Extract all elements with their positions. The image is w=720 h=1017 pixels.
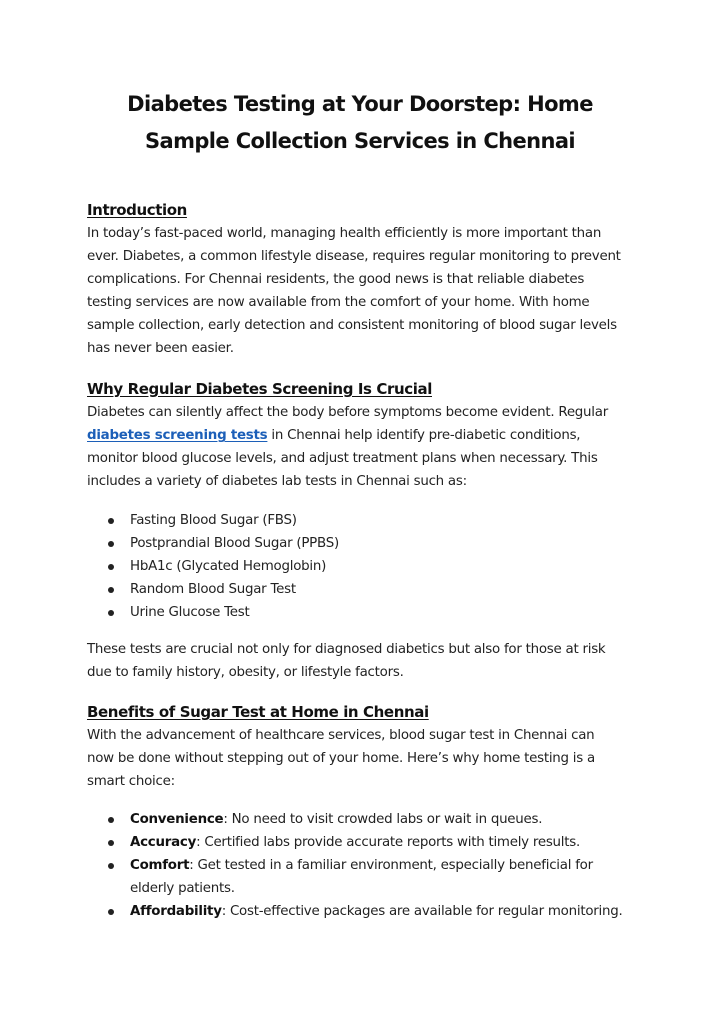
benefits-section [87, 700, 647, 793]
bullet-icon [108, 518, 114, 524]
benefit-text-continued: elderly patients. [130, 881, 235, 897]
intro-section [87, 198, 647, 361]
benefit-text: : Certified labs provide accurate reports with timely results. [196, 835, 580, 851]
benefit-term: Affordability [130, 904, 222, 920]
list-item-text: Urine Glucose Test [130, 605, 250, 621]
list-item [87, 601, 647, 624]
why-line: in Chennai help identify pre-diabetic conditions, [267, 428, 581, 444]
bullet-icon [108, 564, 114, 570]
list-item [87, 555, 647, 578]
list-item [87, 831, 647, 854]
intro-paragraph [87, 222, 647, 361]
intro-heading: Introduction [87, 201, 187, 219]
benefits-paragraph [87, 724, 647, 793]
why-after-line: due to family history, obesity, or lifestyle factors. [87, 665, 404, 681]
bullet-icon [108, 610, 114, 616]
why-after-section [87, 638, 647, 684]
list-item-text: HbA1c (Glycated Hemoglobin) [130, 559, 327, 575]
bullet-icon [108, 840, 114, 846]
title-line-2: Sample Collection Services in Chennai [144, 129, 576, 153]
why-section [87, 377, 647, 493]
why-line: Diabetes can silently affect the body before symptoms become evident. Regular [87, 405, 608, 420]
list-item [87, 854, 647, 900]
diabetes-screening-tests-link[interactable]: diabetes screening tests [87, 428, 268, 444]
bullet-icon [108, 817, 114, 823]
list-item [87, 532, 647, 555]
benefits-line: smart choice: [87, 774, 175, 790]
bullet-icon [108, 909, 114, 915]
why-heading: Why Regular Diabetes Screening Is Crucial [87, 380, 432, 398]
why-line: includes a variety of diabetes lab tests in Chennai such as: [87, 474, 467, 490]
bullet-icon [108, 863, 114, 869]
page-title [60, 86, 660, 160]
list-item [87, 900, 647, 923]
intro-line: complications. For Chennai residents, the good news is that reliable diabetes [87, 272, 585, 288]
benefit-text: : Cost-effective packages are available for regular monitoring. [221, 904, 623, 920]
benefit-term: Accuracy [130, 835, 197, 851]
benefits-list [87, 808, 647, 923]
benefit-term: Convenience [130, 812, 224, 827]
list-item-text: Postprandial Blood Sugar (PPBS) [130, 536, 339, 552]
tests-list [87, 509, 647, 624]
why-after-paragraph [87, 638, 647, 684]
benefits-heading: Benefits of Sugar Test at Home in Chennai [87, 703, 429, 721]
intro-line: ever. Diabetes, a common lifestyle disease, requires regular monitoring to prevent [87, 249, 621, 265]
why-after-line: These tests are crucial not only for diagnosed diabetics but also for those at risk [87, 642, 606, 657]
intro-line: has never been easier. [87, 341, 234, 357]
intro-line: In today’s fast-paced world, managing health efficiently is more important than [87, 226, 602, 241]
intro-line: testing services are now available from the comfort of your home. With home [87, 295, 590, 311]
benefits-list-section [87, 808, 647, 923]
benefit-term: Comfort [130, 858, 190, 874]
why-paragraph [87, 401, 647, 493]
list-item-text: Random Blood Sugar Test [130, 582, 296, 598]
title-line-1: Diabetes Testing at Your Doorstep: Home [127, 92, 593, 116]
list-item [87, 509, 647, 532]
benefits-line: With the advancement of healthcare services, blood sugar test in Chennai can [87, 728, 595, 743]
list-item [87, 808, 647, 831]
benefits-line: now be done without stepping out of your home. Here’s why home testing is a [87, 751, 595, 767]
benefit-text: : Get tested in a familiar environment, especially beneficial for [189, 858, 593, 874]
bullet-icon [108, 587, 114, 593]
list-item [87, 578, 647, 601]
list-item-text: Fasting Blood Sugar (FBS) [130, 513, 297, 528]
bullet-icon [108, 541, 114, 547]
why-line: monitor blood glucose levels, and adjust treatment plans when necessary. This [87, 451, 598, 467]
intro-line: sample collection, early detection and consistent monitoring of blood sugar levels [87, 318, 617, 334]
benefit-text: : No need to visit crowded labs or wait in queues. [223, 812, 543, 827]
tests-list-section [87, 509, 647, 624]
